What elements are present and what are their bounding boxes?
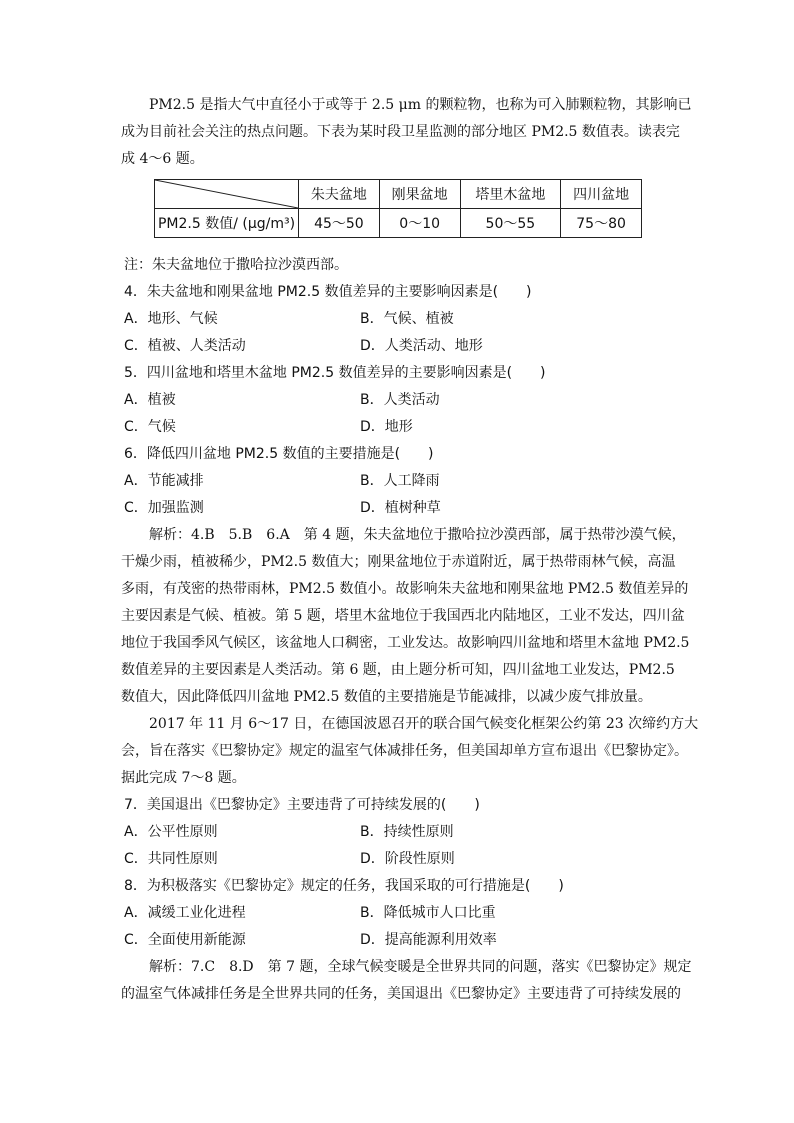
- table-header-row: [155, 180, 642, 209]
- analysis-line: 地位于我国季风气候区，该盆地人口稠密，工业发达。故影响四川盆地和塔里木盆地 PM2.5: [121, 635, 690, 651]
- option-b: B．人工降雨: [360, 473, 440, 489]
- option-d: D．地形: [360, 419, 413, 435]
- option-a: A．公平性原则: [124, 824, 218, 840]
- intro-line: PM2.5 是指大气中直径小于或等于 2.5 μm 的颗粒物，也称为可入肺颗粒物，其影响已: [149, 97, 692, 113]
- table-cell: 75～80: [561, 209, 642, 238]
- option-a: A．地形、气候: [124, 311, 218, 327]
- option-c: C．共同性原则: [124, 851, 218, 867]
- analysis-4-6: [121, 522, 690, 711]
- analysis-line: 数值差异的主要因素是人类活动。第 6 题，由上题分析可知，四川盆地工业发达，PM2.5: [121, 662, 675, 678]
- table-header-cell: 刚果盆地: [379, 180, 460, 209]
- table-cell: 0～10: [379, 209, 460, 238]
- analysis-line: 解析：7.C 8.D 第 7 题，全球气候变暖是全世界共同的问题，落实《巴黎协定》规定: [149, 959, 692, 975]
- option-b: B．人类活动: [360, 392, 440, 408]
- option-d: D．提高能源利用效率: [360, 932, 497, 948]
- analysis-line: 主要因素是气候、植被。第 5 题，塔里木盆地位于我国西北内陆地区，工业不发达，四川盆: [121, 608, 685, 624]
- analysis-line: 解析：4.B 5.B 6.A 第 4 题，朱夫盆地位于撒哈拉沙漠西部，属于热带沙漠气候，: [149, 527, 686, 543]
- question-8-stem: 8．为积极落实《巴黎协定》规定的任务，我国采取的可行措施是( ): [124, 878, 564, 894]
- table-row-label: PM2.5 数值/ (μg/m³): [155, 209, 299, 238]
- analysis-7-8: [121, 954, 692, 1008]
- question-4-options-row: [121, 306, 676, 333]
- analysis-line: 干燥少雨，植被稀少，PM2.5 数值大；刚果盆地位于赤道附近，属于热带雨林气候，高温: [121, 554, 676, 570]
- option-c: C．全面使用新能源: [124, 932, 246, 948]
- table-row: [155, 209, 642, 238]
- question-6-stem: 6．降低四川盆地 PM2.5 数值的主要措施是( ): [124, 446, 434, 462]
- table-note: 注：朱夫盆地位于撒哈拉沙漠西部。: [124, 257, 348, 273]
- question-4-stem: 4．朱夫盆地和刚果盆地 PM2.5 数值差异的主要影响因素是( ): [124, 284, 532, 300]
- question-5-options-row: [121, 387, 676, 414]
- question-6-options-row: [121, 495, 676, 522]
- option-a: A．植被: [124, 392, 176, 408]
- table-header-cell: 塔里木盆地: [460, 180, 561, 209]
- question-7-options-row: [121, 819, 676, 846]
- question-4-options-row: [121, 333, 676, 360]
- option-b: B．降低城市人口比重: [360, 905, 496, 921]
- analysis-line: 多雨，有茂密的热带雨林，PM2.5 数值小。故影响朱夫盆地和刚果盆地 PM2.5 数值差异的: [121, 581, 689, 597]
- table-header-cell: 朱夫盆地: [299, 180, 380, 209]
- intro-7-8: [121, 711, 699, 792]
- analysis-line: 的温室气体减排任务是全世界共同的任务，美国退出《巴黎协定》主要违背了可持续发展的: [121, 986, 681, 1002]
- option-a: A．节能减排: [124, 473, 204, 489]
- option-c: C．植被、人类活动: [124, 338, 246, 354]
- table-corner-cell: [155, 180, 299, 209]
- option-d: D．植树种草: [360, 500, 441, 516]
- option-a: A．减缓工业化进程: [124, 905, 246, 921]
- table-cell: 45～50: [299, 209, 380, 238]
- table-header-cell: 四川盆地: [561, 180, 642, 209]
- question-8-options-row: [121, 900, 676, 927]
- intro-line: 会，旨在落实《巴黎协定》规定的温室气体减排任务，但美国却单方宣布退出《巴黎协定》。: [121, 743, 688, 759]
- option-b: B．持续性原则: [360, 824, 454, 840]
- option-d: D．阶段性原则: [360, 851, 455, 867]
- intro-paragraph: [121, 92, 692, 173]
- intro-line: 成为目前社会关注的热点问题。下表为某时段卫星监测的部分地区 PM2.5 数值表。读表完: [121, 124, 680, 140]
- intro-line: 成 4～6 题。: [121, 151, 204, 167]
- diagonal-line: [155, 180, 298, 208]
- question-7-stem: 7．美国退出《巴黎协定》主要违背了可持续发展的( ): [124, 797, 480, 813]
- option-c: C．加强监测: [124, 500, 204, 516]
- pm25-table: [154, 179, 642, 238]
- question-5-stem: 5．四川盆地和塔里木盆地 PM2.5 数值差异的主要影响因素是( ): [124, 365, 546, 381]
- option-c: C．气候: [124, 419, 176, 435]
- question-6-options-row: [121, 468, 676, 495]
- question-8-options-row: [121, 927, 676, 954]
- option-b: B．气候、植被: [360, 311, 454, 327]
- intro-line: 据此完成 7～8 题。: [121, 770, 246, 786]
- option-d: D．人类活动、地形: [360, 338, 483, 354]
- question-5-options-row: [121, 414, 676, 441]
- analysis-line: 数值大，因此降低四川盆地 PM2.5 数值的主要措施是节能减排，以减少废气排放量。: [121, 689, 652, 705]
- question-7-options-row: [121, 846, 676, 873]
- intro-line: 2017 年 11 月 6～17 日，在德国波恩召开的联合国气候变化框架公约第 23 次缔约方大: [149, 716, 699, 732]
- document-page: [121, 92, 699, 1008]
- table-cell: 50～55: [460, 209, 561, 238]
